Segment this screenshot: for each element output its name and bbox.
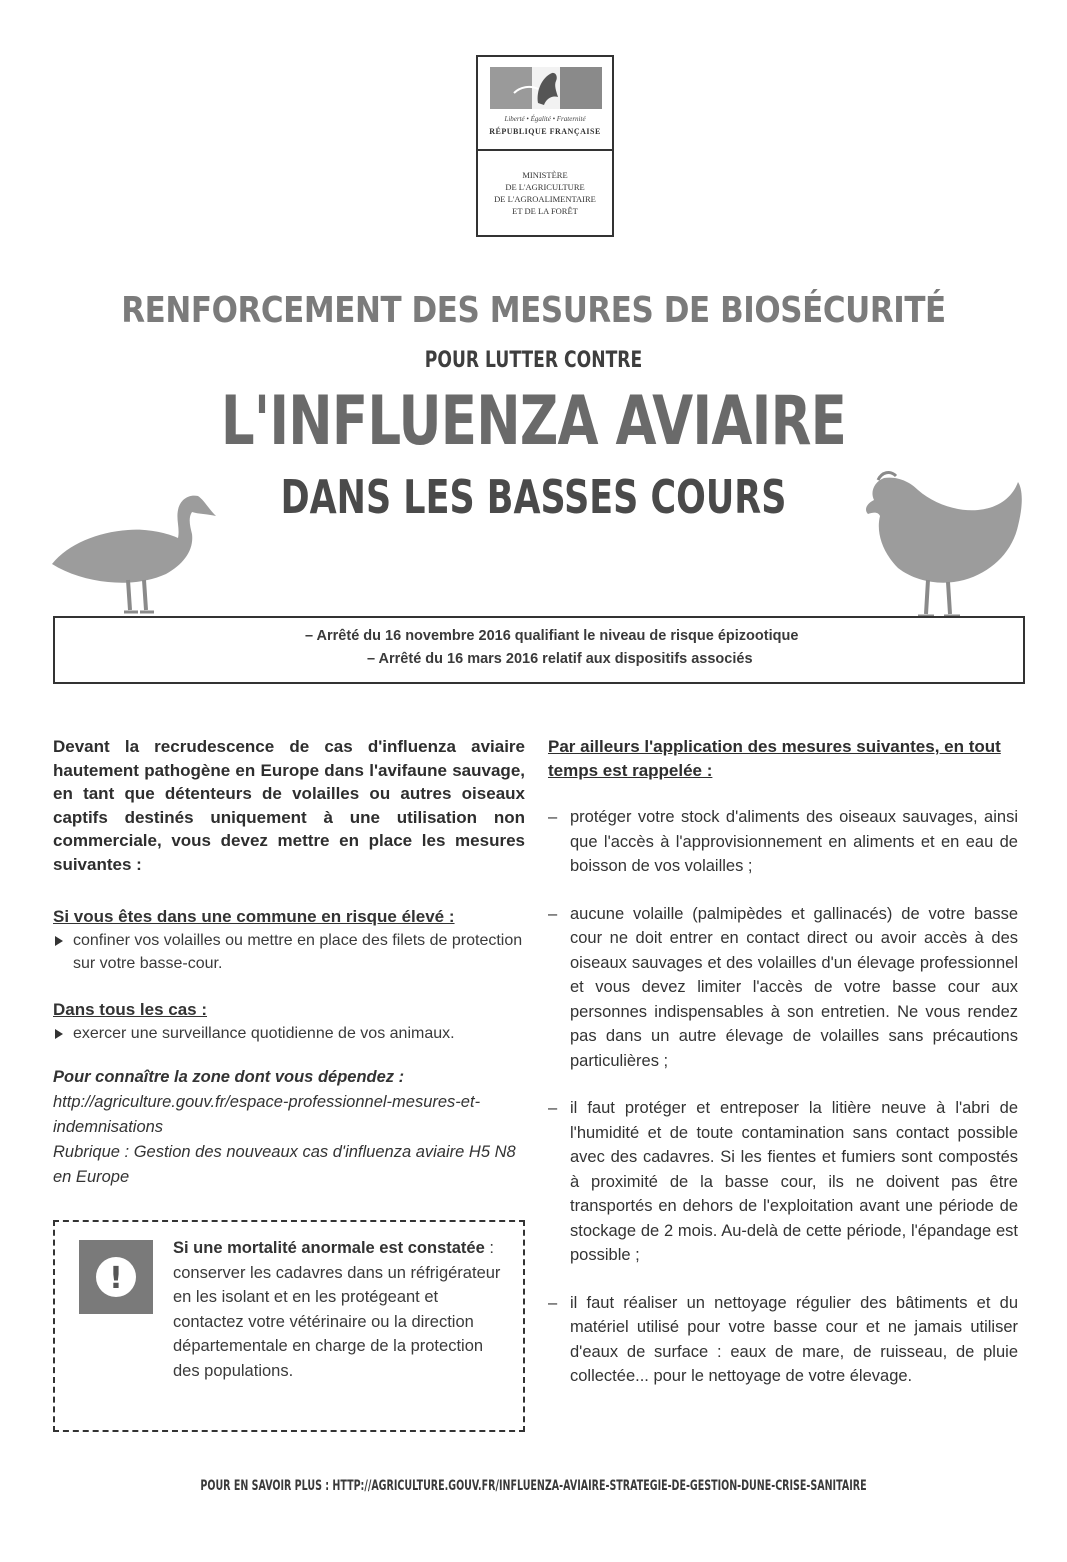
list-dash: – [548,1293,558,1312]
logo-motto: Liberté • Égalité • Fraternité [504,115,586,123]
right-column [548,735,1018,1389]
mortality-alert-body: : conserver les cadavres dans un réfrigérateur en les isolant et en les protégeant et contactez votre vétérinaire ou la direction départementale en charge de la protection des populations. [173,1239,501,1380]
logo-republic: RÉPUBLIQUE FRANÇAISE [489,127,601,136]
mortality-alert-text [173,1236,513,1383]
general-measures-title: Par ailleurs l'application des mesures suivantes, en tout temps est rappelée : [548,737,1001,780]
ministry-line: ET DE LA FORÊT [512,206,578,216]
ministry-name [478,151,612,217]
list-dash: – [548,1099,558,1117]
all-cases-item [53,1022,525,1045]
footer-more-info[interactable]: POUR EN SAVOIR PLUS : HTTP://AGRICULTURE.GOUV.FR/INFLUENZA-AVIAIRE-STRATEGIE-DE-GESTION-DUNE-CRISE-SANITAIRE [200,1478,867,1494]
decrees-box [53,616,1025,684]
hen-icon [862,468,1030,620]
decree-line: – Arrêté du 16 novembre 2016 qualifiant le niveau de risque épizootique [305,628,799,644]
marianne-block [478,57,612,151]
list-dash: – [548,904,558,923]
ministry-line: DE L'AGROALIMENTAIRE [494,194,596,204]
marianne-icon [486,63,606,113]
measure-text: aucune volaille (palmipèdes et gallinacés) de votre basse cour ne doit entrer en contact direct ou avoir accès à des oiseaux sauvages et des volailles d'un élevage professionnel et vous devez limiter l'accès de votre basse cour aux personnes indispensables à son entretien. Ne vous rendez pas dans un autre élevage de volailles sans précautions particulières ; [570,904,1018,1070]
all-cases-title: Dans tous les cas : [53,1000,208,1019]
high-risk-title: Si vous êtes dans une commune en risque élevé : [53,907,455,926]
measure-item [548,1291,1018,1389]
high-risk-text: confiner vos volailles ou mettre en place des filets de protection sur votre basse-cour. [73,932,523,972]
main-title: RENFORCEMENT DES MESURES DE BIOSÉCURITÉ [121,290,946,331]
headline: L'INFLUENZA AVIAIRE [220,382,847,461]
svg-text:!: ! [109,1261,123,1296]
zone-url[interactable]: http://agriculture.gouv.fr/espace-professionnel-mesures-et-indemnisations [53,1093,481,1136]
measure-text: protéger votre stock d'aliments des oiseaux sauvages, ainsi que l'accès à l'approvisionnement en aliments et en eau de boisson de vos volailles ; [570,808,1018,875]
left-column [53,735,525,1190]
subtitle-intro: POUR LUTTER CONTRE [424,348,643,373]
zone-info [53,1065,525,1190]
measure-text: il faut réaliser un nettoyage régulier des bâtiments et du matériel utilisé pour votre basse cour et ne jamais utiliser d'eaux de surface : eaux de mare, de ruisseau, de pluie collectée... pour le nettoyage de votre élevage. [570,1293,1018,1385]
high-risk-item [53,929,525,975]
headline-sub: DANS LES BASSES COURS [280,470,787,524]
measure-item [548,1096,1018,1268]
all-cases-text: exercer une surveillance quotidienne de vos animaux. [73,1025,455,1042]
mortality-alert-bold: Si une mortalité anormale est constatée [173,1239,485,1257]
zone-rubric: Rubrique : Gestion des nouveaux cas d'influenza aviaire H5 N8 en Europe [53,1143,516,1186]
ministry-line: MINISTÈRE [522,170,568,180]
measure-item [548,902,1018,1074]
decree-line: – Arrêté du 16 mars 2016 relatif aux dispositifs associés [367,651,753,667]
bullet-arrow-icon [55,1029,63,1039]
duck-icon [48,488,220,623]
warning-icon [79,1240,153,1314]
measure-text: il faut protéger et entreposer la litière neuve à l'abri de l'humidité et de toute contamination sans contact possible avec des cadavres. Si les fientes et fumiers sont compostés à proximité de la basse cour, ils ne doivent pas être transportés en dehors de l'exploitation avant une période de stockage de 2 mois. Au-delà de cette période, l'épandage est possible ; [570,1099,1018,1264]
list-dash: – [548,808,558,826]
zone-title: Pour connaître la zone dont vous dépendez : [53,1068,405,1086]
ministry-logo [476,55,614,237]
bullet-arrow-icon [55,936,63,946]
intro-paragraph: Devant la recrudescence de cas d'influenza aviaire hautement pathogène en Europe dans l'avifaune sauvage, en tant que détenteurs de volailles ou autres oiseaux captifs destinés uniquement à une utilisation non commerciale, vous devez mettre en place les mesures suivantes : [53,737,525,874]
measure-item [548,805,1018,879]
ministry-line: DE L'AGRICULTURE [505,182,585,192]
mortality-alert-box [53,1220,525,1432]
